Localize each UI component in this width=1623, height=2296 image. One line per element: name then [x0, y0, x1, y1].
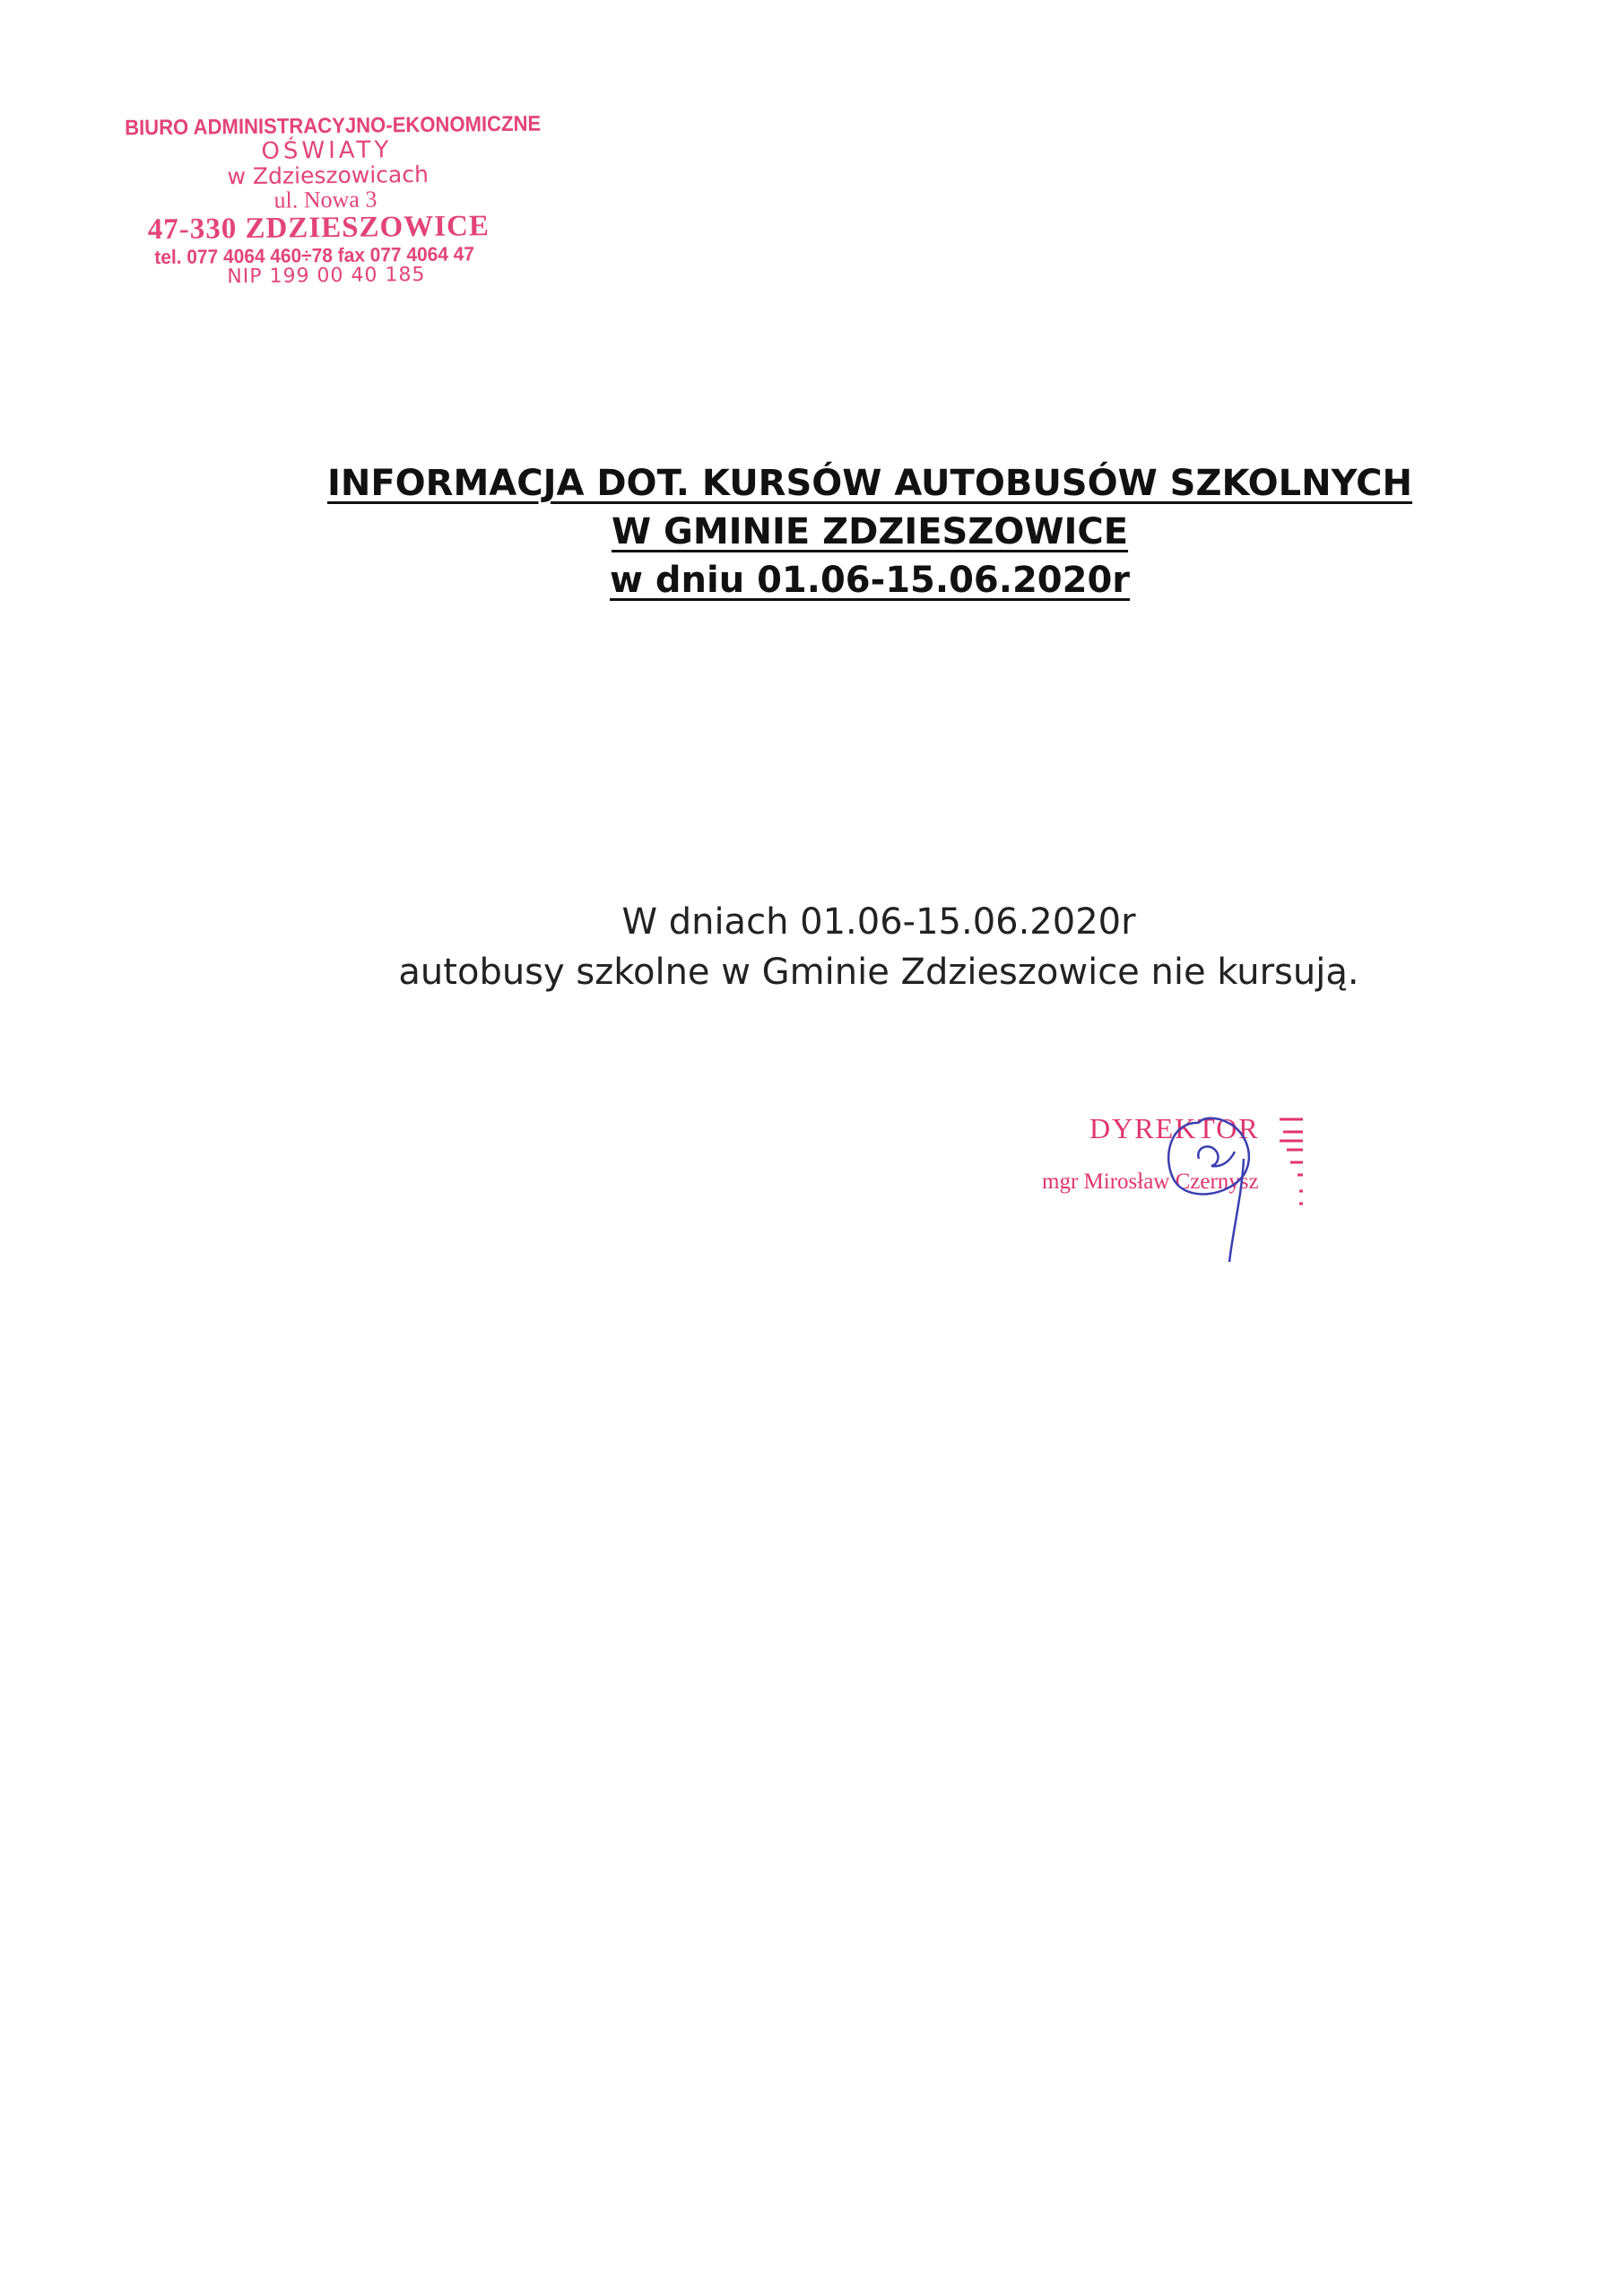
stamp-line-nip: NIP 199 00 40 185	[227, 264, 426, 289]
document-body	[269, 897, 1488, 997]
director-role: DYREKTOR	[1089, 1112, 1260, 1144]
stamp-line-education: OŚWIATY	[261, 136, 393, 165]
document-title	[161, 459, 1578, 604]
stamp-line-town: w Zdzieszowicach	[227, 161, 430, 190]
title-line-2: W GMINIE ZDZIESZOWICE	[611, 511, 1129, 552]
body-line-statement: autobusy szkolne w Gminie Zdzieszowice nie kursują.	[398, 952, 1359, 993]
title-line-1: INFORMACJA DOT. KURSÓW AUTOBUSÓW SZKOLNYCH	[326, 463, 1413, 504]
stamp-line-phone: tel. 077 4064 460÷78 fax 077 4064 47	[154, 242, 475, 268]
handwritten-signature	[1143, 1096, 1305, 1266]
director-stamp	[1031, 1105, 1354, 1266]
stamp-line-postal: 47-330 ZDZIESZOWICE	[147, 210, 490, 247]
stamp-line-street: ul. Nowa 3	[273, 186, 378, 213]
institution-stamp	[107, 112, 557, 289]
stamp-line-office: BIURO ADMINISTRACYJNO-EKONOMICZNE	[124, 111, 542, 141]
body-line-dates: W dniach 01.06-15.06.2020r	[621, 901, 1136, 943]
title-line-3: w dniu 01.06-15.06.2020r	[610, 560, 1130, 601]
director-name: mgr Mirosław Czernysz	[1042, 1170, 1259, 1194]
